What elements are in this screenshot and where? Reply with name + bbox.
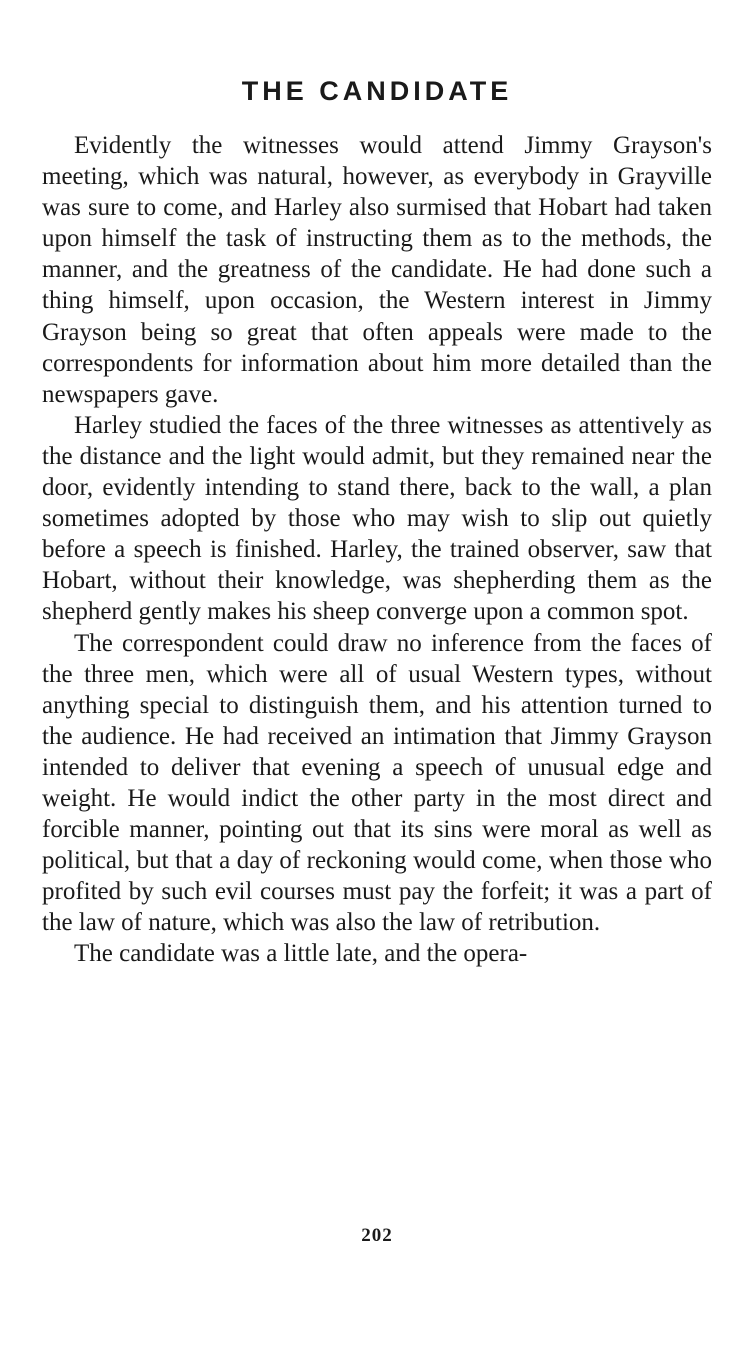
running-head: THE CANDIDATE — [241, 76, 513, 106]
paragraph: The candidate was a little late, and the opera- — [74, 940, 528, 968]
paragraph: The correspondent could draw no inference from the faces of the three men, which were all of usual Western types, without anything special to distinguish them, and his attention turned to the audience. He had received an intimation that Jimmy Grayson intended to deliver that evening a speech of unusual edge and weight. He would indict the other party in the most direct and forcible manner, pointing out that its sins were moral as well as political, but that a day of reckoning would come, when those who profited by such evil courses must pay the forfeit; it was a part of the law of nature, which was also the law of retribution. — [42, 629, 712, 937]
page-number: 202 — [361, 1225, 393, 1246]
paragraph: Harley studied the faces of the three witnesses as attentively as the distance and the light would admit, but they remained near the door, evidently intending to stand there, back to the wall, a plan sometimes adopted by those who may wish to slip out quietly before a speech is finished. Harley, the trained observer, saw that Hobart, without their knowledge, was shepherding them as the shepherd gently makes his sheep converge upon a common spot. — [42, 411, 712, 626]
book-page — [42, 0, 712, 1367]
body-text — [42, 130, 712, 970]
paragraph: Evidently the witnesses would attend Jimmy Grayson's meeting, which was natural, however, as everybody in Grayville was sure to come, and Harley also surmised that Hobart had taken upon himself the task of instructing them as to the methods, the manner, and the greatness of the candidate. He had done such a thing himself, upon occasion, the Western interest in Jimmy Grayson being so great that often appeals were made to the correspondents for information about him more detailed than the newspapers gave. — [42, 132, 712, 408]
